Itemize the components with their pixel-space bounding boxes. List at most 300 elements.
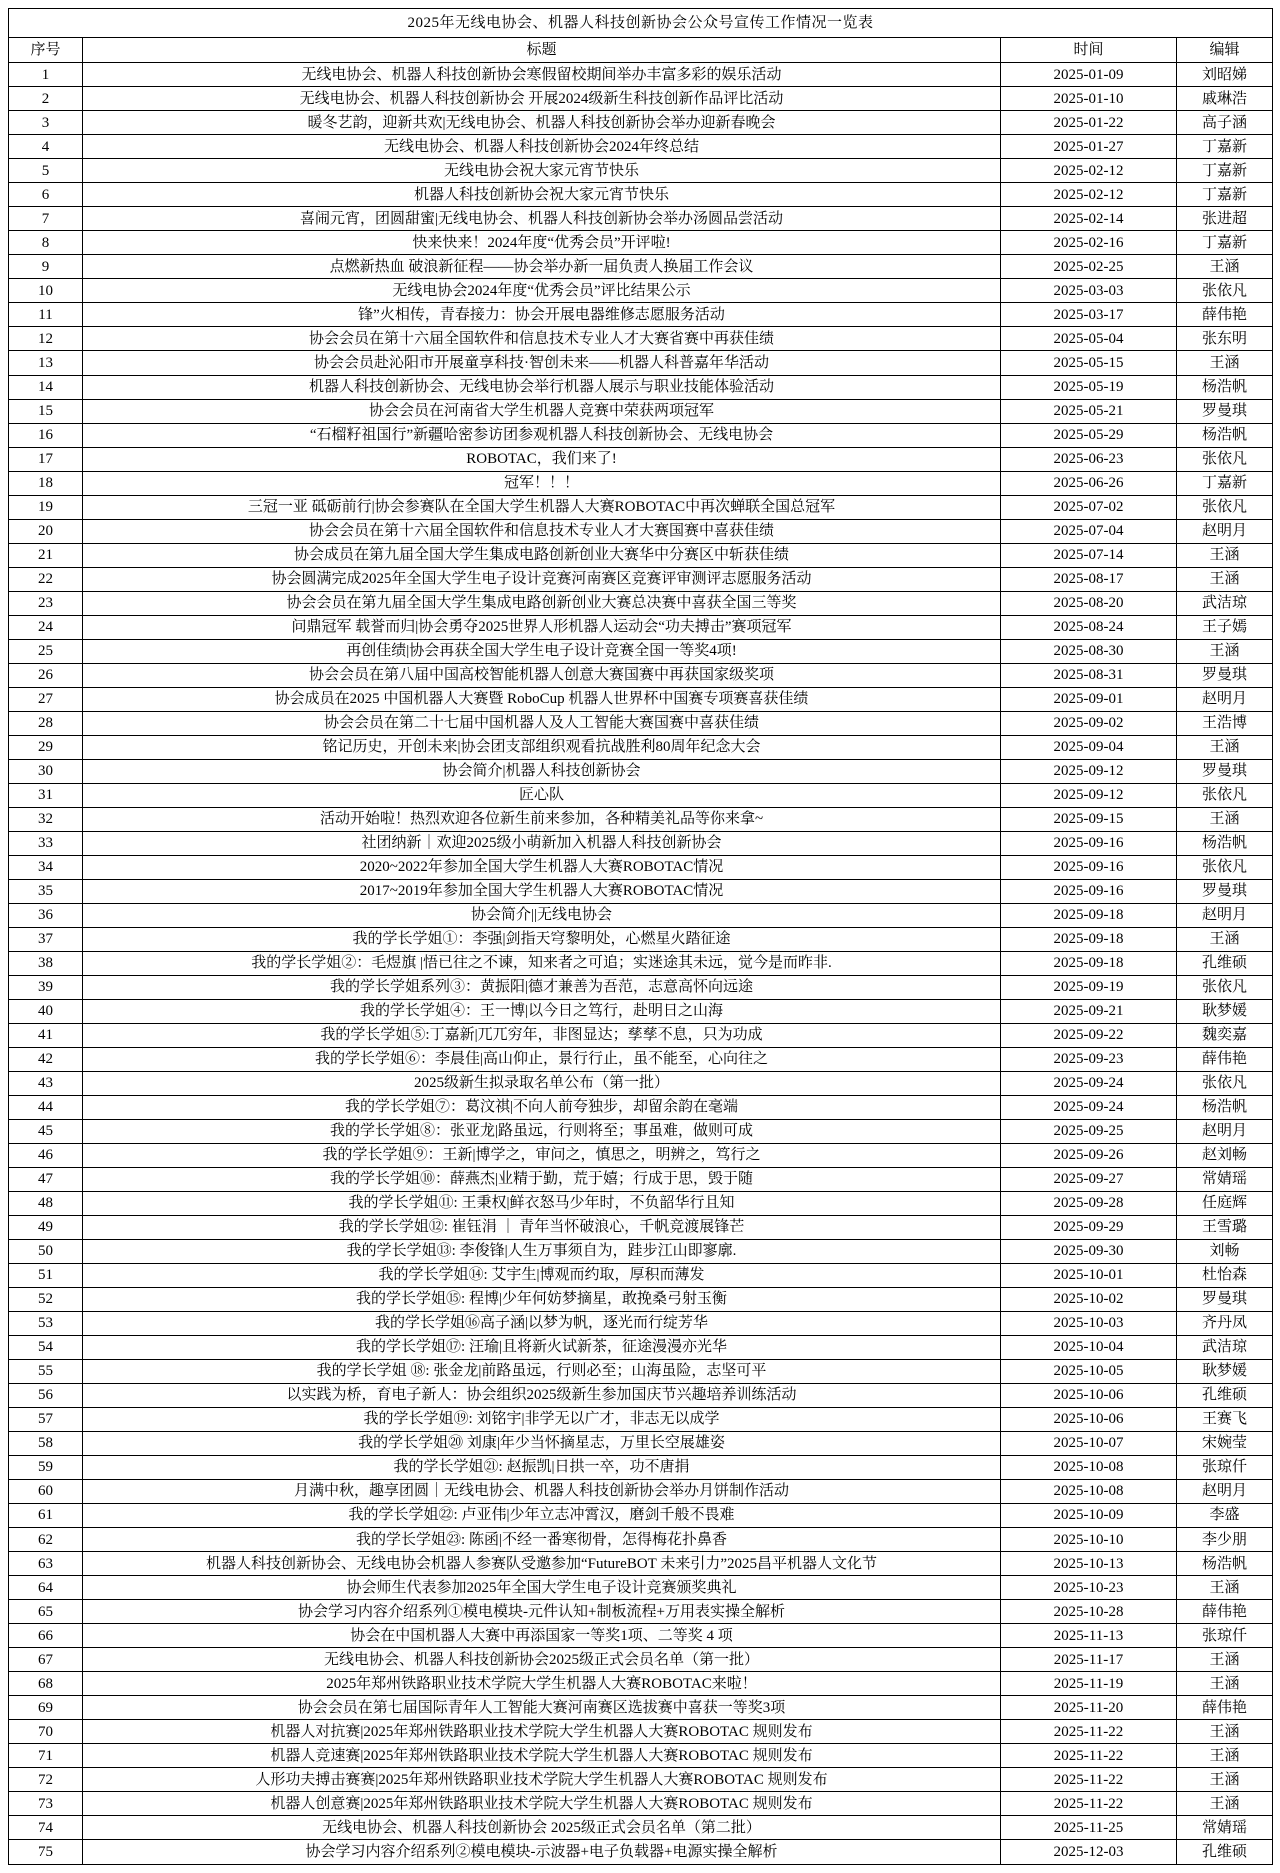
- table-row: [9, 87, 1273, 111]
- publish-date-cell: 2025-02-12: [1001, 183, 1177, 207]
- row-index-cell: 68: [9, 1672, 83, 1696]
- editor-cell: 杨浩帆: [1177, 1095, 1273, 1119]
- table-row: [9, 1624, 1273, 1648]
- row-index-cell: 7: [9, 207, 83, 231]
- row-index-cell: 54: [9, 1336, 83, 1360]
- table-row: [9, 399, 1273, 423]
- publish-date-cell: 2025-11-20: [1001, 1696, 1177, 1720]
- article-title-cell: 2017~2019年参加全国大学生机器人大赛ROBOTAC情况: [83, 879, 1001, 903]
- row-index-cell: 41: [9, 1023, 83, 1047]
- article-title-cell: 三冠一亚 砥砺前行|协会参赛队在全国大学生机器人大赛ROBOTAC中再次蝉联全国总冠军: [83, 495, 1001, 519]
- publish-date-cell: 2025-12-03: [1001, 1840, 1177, 1865]
- article-title-cell: 协会会员在第九届全国大学生集成电路创新创业大赛总决赛中喜获全国三等奖: [83, 591, 1001, 615]
- publish-date-cell: 2025-01-22: [1001, 111, 1177, 135]
- article-title-cell: 锋”火相传，青春接力：协会开展电器维修志愿服务活动: [83, 303, 1001, 327]
- table-row: [9, 591, 1273, 615]
- editor-cell: 张依凡: [1177, 855, 1273, 879]
- editor-cell: 杨浩帆: [1177, 1552, 1273, 1576]
- article-title-cell: 我的学长学姐 ⑱: 张金龙|前路虽远，行则必至；山海虽险，志坚可平: [83, 1360, 1001, 1384]
- table-row: [9, 927, 1273, 951]
- row-index-cell: 11: [9, 303, 83, 327]
- row-index-cell: 24: [9, 615, 83, 639]
- table-header-row: [9, 38, 1273, 63]
- article-title-cell: 无线电协会、机器人科技创新协会 开展2024级新生科技创新作品评比活动: [83, 87, 1001, 111]
- table-row: [9, 375, 1273, 399]
- publish-date-cell: 2025-10-06: [1001, 1408, 1177, 1432]
- table-row: [9, 231, 1273, 255]
- table-row: [9, 279, 1273, 303]
- table-row: [9, 663, 1273, 687]
- publish-date-cell: 2025-11-22: [1001, 1720, 1177, 1744]
- editor-cell: 罗曼琪: [1177, 1288, 1273, 1312]
- publish-date-cell: 2025-02-16: [1001, 231, 1177, 255]
- article-title-cell: 机器人创意赛|2025年郑州铁路职业技术学院大学生机器人大赛ROBOTAC 规则发布: [83, 1792, 1001, 1816]
- editor-cell: 耿梦媛: [1177, 1360, 1273, 1384]
- table-row: [9, 207, 1273, 231]
- table-row: [9, 783, 1273, 807]
- table-row: [9, 183, 1273, 207]
- publish-date-cell: 2025-10-13: [1001, 1552, 1177, 1576]
- publish-date-cell: 2025-08-20: [1001, 591, 1177, 615]
- editor-cell: 赵刘畅: [1177, 1144, 1273, 1168]
- publish-date-cell: 2025-06-23: [1001, 447, 1177, 471]
- table-row: [9, 615, 1273, 639]
- publish-date-cell: 2025-10-07: [1001, 1432, 1177, 1456]
- article-title-cell: 我的学长学姐⑭: 艾宇生|博观而约取，厚积而薄发: [83, 1264, 1001, 1288]
- table-row: [9, 327, 1273, 351]
- publish-date-cell: 2025-08-24: [1001, 615, 1177, 639]
- row-index-cell: 29: [9, 735, 83, 759]
- editor-cell: 薛伟艳: [1177, 1600, 1273, 1624]
- article-title-cell: ROBOTAC，我们来了!: [83, 447, 1001, 471]
- article-title-cell: 机器人科技创新协会、无线电协会举行机器人展示与职业技能体验活动: [83, 375, 1001, 399]
- row-index-cell: 28: [9, 711, 83, 735]
- editor-cell: 王涵: [1177, 1792, 1273, 1816]
- publish-date-cell: 2025-09-15: [1001, 807, 1177, 831]
- editor-cell: 罗曼琪: [1177, 663, 1273, 687]
- publish-date-cell: 2025-11-25: [1001, 1816, 1177, 1840]
- article-title-cell: “石榴籽祖国行”新疆哈密参访团参观机器人科技创新协会、无线电协会: [83, 423, 1001, 447]
- table-row: [9, 1384, 1273, 1408]
- article-title-cell: 我的学长学姐系列③：黄振阳|德才兼善为吾范，志意高怀向远途: [83, 975, 1001, 999]
- editor-cell: 王涵: [1177, 1744, 1273, 1768]
- row-index-cell: 42: [9, 1047, 83, 1071]
- row-index-cell: 19: [9, 495, 83, 519]
- publish-date-cell: 2025-10-23: [1001, 1576, 1177, 1600]
- row-index-cell: 46: [9, 1144, 83, 1168]
- row-index-cell: 9: [9, 255, 83, 279]
- publish-date-cell: 2025-01-10: [1001, 87, 1177, 111]
- publish-date-cell: 2025-11-22: [1001, 1744, 1177, 1768]
- editor-cell: 王赛飞: [1177, 1408, 1273, 1432]
- row-index-cell: 33: [9, 831, 83, 855]
- editor-cell: 张依凡: [1177, 1071, 1273, 1095]
- editor-cell: 丁嘉新: [1177, 183, 1273, 207]
- table-row: [9, 1288, 1273, 1312]
- row-index-cell: 50: [9, 1240, 83, 1264]
- publish-date-cell: 2025-09-12: [1001, 759, 1177, 783]
- editor-cell: 张依凡: [1177, 783, 1273, 807]
- editor-cell: 王涵: [1177, 543, 1273, 567]
- table-row: [9, 255, 1273, 279]
- editor-cell: 张依凡: [1177, 447, 1273, 471]
- table-row: [9, 1408, 1273, 1432]
- row-index-cell: 20: [9, 519, 83, 543]
- editor-cell: 赵明月: [1177, 903, 1273, 927]
- table-row: [9, 1840, 1273, 1865]
- row-index-cell: 12: [9, 327, 83, 351]
- table-title-row: [9, 9, 1273, 38]
- publish-date-cell: 2025-10-06: [1001, 1384, 1177, 1408]
- row-index-cell: 63: [9, 1552, 83, 1576]
- editor-cell: 王涵: [1177, 567, 1273, 591]
- row-index-cell: 53: [9, 1312, 83, 1336]
- publish-date-cell: 2025-10-10: [1001, 1528, 1177, 1552]
- table-row: [9, 735, 1273, 759]
- article-title-cell: 再创佳绩|协会再获全国大学生电子设计竞赛全国一等奖4项!: [83, 639, 1001, 663]
- table-row: [9, 1144, 1273, 1168]
- row-index-cell: 64: [9, 1576, 83, 1600]
- row-index-cell: 26: [9, 663, 83, 687]
- row-index-cell: 21: [9, 543, 83, 567]
- table-row: [9, 1480, 1273, 1504]
- editor-cell: 张依凡: [1177, 495, 1273, 519]
- row-index-cell: 75: [9, 1840, 83, 1865]
- row-index-cell: 39: [9, 975, 83, 999]
- row-index-cell: 32: [9, 807, 83, 831]
- table-row: [9, 1720, 1273, 1744]
- article-title-cell: 无线电协会、机器人科技创新协会寒假留校期间举办丰富多彩的娱乐活动: [83, 63, 1001, 87]
- article-title-cell: 无线电协会2024年度“优秀会员”评比结果公示: [83, 279, 1001, 303]
- row-index-cell: 18: [9, 471, 83, 495]
- table-row: [9, 1336, 1273, 1360]
- row-index-cell: 65: [9, 1600, 83, 1624]
- article-title-cell: 以实践为桥，育电子新人：协会组织2025级新生参加国庆节兴趣培养训练活动: [83, 1384, 1001, 1408]
- article-title-cell: 无线电协会祝大家元宵节快乐: [83, 159, 1001, 183]
- table-row: [9, 1360, 1273, 1384]
- article-title-cell: 协会会员在第十六届全国软件和信息技术专业人才大赛省赛中再获佳绩: [83, 327, 1001, 351]
- publish-date-cell: 2025-08-30: [1001, 639, 1177, 663]
- article-title-cell: 冠军！！！: [83, 471, 1001, 495]
- article-title-cell: 机器人科技创新协会、无线电协会机器人参赛队受邀参加“FutureBOT 未来引力”2025昌平机器人文化节: [83, 1552, 1001, 1576]
- article-title-cell: 2025级新生拟录取名单公布（第一批）: [83, 1071, 1001, 1095]
- row-index-cell: 35: [9, 879, 83, 903]
- publish-date-cell: 2025-10-03: [1001, 1312, 1177, 1336]
- row-index-cell: 43: [9, 1071, 83, 1095]
- table-row: [9, 471, 1273, 495]
- publish-date-cell: 2025-11-17: [1001, 1648, 1177, 1672]
- editor-cell: 王涵: [1177, 927, 1273, 951]
- publish-date-cell: 2025-10-04: [1001, 1336, 1177, 1360]
- editor-cell: 丁嘉新: [1177, 231, 1273, 255]
- publish-date-cell: 2025-09-28: [1001, 1192, 1177, 1216]
- row-index-cell: 73: [9, 1792, 83, 1816]
- editor-cell: 张依凡: [1177, 975, 1273, 999]
- table-row: [9, 759, 1273, 783]
- publish-date-cell: 2025-11-22: [1001, 1768, 1177, 1792]
- publish-date-cell: 2025-09-01: [1001, 687, 1177, 711]
- row-index-cell: 40: [9, 999, 83, 1023]
- publish-date-cell: 2025-05-04: [1001, 327, 1177, 351]
- article-title-cell: 我的学长学姐⑯高子涵|以梦为帆，逐光而行绽芳华: [83, 1312, 1001, 1336]
- editor-cell: 杜怡森: [1177, 1264, 1273, 1288]
- editor-cell: 常婧瑶: [1177, 1816, 1273, 1840]
- publish-date-cell: 2025-05-15: [1001, 351, 1177, 375]
- table-row: [9, 1792, 1273, 1816]
- table-row: [9, 1264, 1273, 1288]
- publish-date-cell: 2025-09-19: [1001, 975, 1177, 999]
- article-title-cell: 我的学长学姐㉒: 卢亚伟|少年立志冲霄汉，磨剑千般不畏难: [83, 1504, 1001, 1528]
- table-row: [9, 975, 1273, 999]
- column-header-editor: 编辑: [1177, 38, 1273, 63]
- table-row: [9, 543, 1273, 567]
- table-row: [9, 1047, 1273, 1071]
- publish-date-cell: 2025-09-30: [1001, 1240, 1177, 1264]
- row-index-cell: 16: [9, 423, 83, 447]
- article-title-cell: 我的学长学姐⑦：葛汶祺|不向人前夸独步，却留余韵在毫端: [83, 1095, 1001, 1119]
- table-row: [9, 1528, 1273, 1552]
- column-header-index: 序号: [9, 38, 83, 63]
- row-index-cell: 13: [9, 351, 83, 375]
- table-row: [9, 1192, 1273, 1216]
- editor-cell: 罗曼琪: [1177, 399, 1273, 423]
- table-row: [9, 1816, 1273, 1840]
- article-title-cell: 我的学长学姐⑤:丁嘉新|兀兀穷年，非图显达；孳孳不息，只为功成: [83, 1023, 1001, 1047]
- row-index-cell: 8: [9, 231, 83, 255]
- article-title-cell: 我的学长学姐⑪: 王秉权|鲜衣怒马少年时，不负韶华行且知: [83, 1192, 1001, 1216]
- editor-cell: 王涵: [1177, 1648, 1273, 1672]
- publish-date-cell: 2025-10-01: [1001, 1264, 1177, 1288]
- editor-cell: 罗曼琪: [1177, 759, 1273, 783]
- editor-cell: 王涵: [1177, 807, 1273, 831]
- article-title-cell: 暖冬艺韵，迎新共欢|无线电协会、机器人科技创新协会举办迎新春晚会: [83, 111, 1001, 135]
- publish-date-cell: 2025-09-16: [1001, 879, 1177, 903]
- publish-date-cell: 2025-09-26: [1001, 1144, 1177, 1168]
- article-title-cell: 我的学长学姐㉓: 陈函|不经一番寒彻骨，怎得梅花扑鼻香: [83, 1528, 1001, 1552]
- table-row: [9, 639, 1273, 663]
- editor-cell: 丁嘉新: [1177, 135, 1273, 159]
- article-title-cell: 机器人科技创新协会祝大家元宵节快乐: [83, 183, 1001, 207]
- article-title-cell: 匠心队: [83, 783, 1001, 807]
- editor-cell: 王子嫣: [1177, 615, 1273, 639]
- column-header-title: 标题: [83, 38, 1001, 63]
- publish-date-cell: 2025-09-24: [1001, 1095, 1177, 1119]
- row-index-cell: 17: [9, 447, 83, 471]
- article-title-cell: 我的学长学姐⑨：王新|博学之，审问之，慎思之，明辨之，笃行之: [83, 1144, 1001, 1168]
- editor-cell: 赵明月: [1177, 1480, 1273, 1504]
- row-index-cell: 49: [9, 1216, 83, 1240]
- article-title-cell: 我的学长学姐⑲: 刘铭宇|非学无以广才，非志无以成学: [83, 1408, 1001, 1432]
- table-row: [9, 999, 1273, 1023]
- table-row: [9, 1576, 1273, 1600]
- editor-cell: 张进超: [1177, 207, 1273, 231]
- row-index-cell: 51: [9, 1264, 83, 1288]
- table-row: [9, 1312, 1273, 1336]
- publish-date-cell: 2025-09-18: [1001, 927, 1177, 951]
- table-row: [9, 1071, 1273, 1095]
- article-title-cell: 我的学长学姐⑫: 崔钰涓 ｜ 青年当怀破浪心，千帆竞渡展锋芒: [83, 1216, 1001, 1240]
- article-title-cell: 协会会员在第十六届全国软件和信息技术专业人才大赛国赛中喜获佳绩: [83, 519, 1001, 543]
- table-title: 2025年无线电协会、机器人科技创新协会公众号宣传工作情况一览表: [9, 9, 1273, 38]
- editor-cell: 李少朋: [1177, 1528, 1273, 1552]
- editor-cell: 王涵: [1177, 1672, 1273, 1696]
- row-index-cell: 45: [9, 1119, 83, 1143]
- article-title-cell: 问鼎冠军 载誉而归|协会勇夺2025世界人形机器人运动会“功夫搏击”赛项冠军: [83, 615, 1001, 639]
- table-row: [9, 111, 1273, 135]
- editor-cell: 丁嘉新: [1177, 159, 1273, 183]
- row-index-cell: 70: [9, 1720, 83, 1744]
- article-title-cell: 机器人竞速赛|2025年郑州铁路职业技术学院大学生机器人大赛ROBOTAC 规则发布: [83, 1744, 1001, 1768]
- row-index-cell: 48: [9, 1192, 83, 1216]
- article-title-cell: 协会会员在第八届中国高校智能机器人创意大赛国赛中再获国家级奖项: [83, 663, 1001, 687]
- publish-date-cell: 2025-11-22: [1001, 1792, 1177, 1816]
- editor-cell: 孔维硕: [1177, 951, 1273, 975]
- editor-cell: 赵明月: [1177, 519, 1273, 543]
- article-title-cell: 我的学长学姐⑬: 李俊锋|人生万事须自为，跬步江山即寥廓.: [83, 1240, 1001, 1264]
- publish-date-cell: 2025-10-28: [1001, 1600, 1177, 1624]
- table-row: [9, 495, 1273, 519]
- publish-date-cell: 2025-01-27: [1001, 135, 1177, 159]
- table-row: [9, 63, 1273, 87]
- row-index-cell: 47: [9, 1168, 83, 1192]
- article-title-cell: 2020~2022年参加全国大学生机器人大赛ROBOTAC情况: [83, 855, 1001, 879]
- table-row: [9, 687, 1273, 711]
- article-title-cell: 协会会员在河南省大学生机器人竞赛中荣获两项冠军: [83, 399, 1001, 423]
- article-title-cell: 社团纳新｜欢迎2025级小萌新加入机器人科技创新协会: [83, 831, 1001, 855]
- article-title-cell: 协会学习内容介绍系列②模电模块-示波器+电子负载器+电源实操全解析: [83, 1840, 1001, 1865]
- row-index-cell: 23: [9, 591, 83, 615]
- publish-date-cell: 2025-10-02: [1001, 1288, 1177, 1312]
- article-title-cell: 协会会员在第七届国际青年人工智能大赛河南赛区选拔赛中喜获一等奖3项: [83, 1696, 1001, 1720]
- editor-cell: 杨浩帆: [1177, 831, 1273, 855]
- article-title-cell: 快来快来！2024年度“优秀会员”开评啦!: [83, 231, 1001, 255]
- table-row: [9, 1119, 1273, 1143]
- row-index-cell: 2: [9, 87, 83, 111]
- editor-cell: 任庭辉: [1177, 1192, 1273, 1216]
- row-index-cell: 61: [9, 1504, 83, 1528]
- editor-cell: 耿梦媛: [1177, 999, 1273, 1023]
- editor-cell: 张依凡: [1177, 279, 1273, 303]
- publish-date-cell: 2025-03-03: [1001, 279, 1177, 303]
- article-title-cell: 协会师生代表参加2025年全国大学生电子设计竞赛颁奖典礼: [83, 1576, 1001, 1600]
- row-index-cell: 25: [9, 639, 83, 663]
- publish-date-cell: 2025-09-27: [1001, 1168, 1177, 1192]
- editor-cell: 赵明月: [1177, 1119, 1273, 1143]
- row-index-cell: 59: [9, 1456, 83, 1480]
- editor-cell: 武洁琼: [1177, 1336, 1273, 1360]
- publish-date-cell: 2025-09-25: [1001, 1119, 1177, 1143]
- row-index-cell: 5: [9, 159, 83, 183]
- publish-date-cell: 2025-09-23: [1001, 1047, 1177, 1071]
- publish-date-cell: 2025-07-02: [1001, 495, 1177, 519]
- table-row: [9, 1696, 1273, 1720]
- article-title-cell: 我的学长学姐⑧：张亚龙|路虽远，行则将至；事虽难，做则可成: [83, 1119, 1001, 1143]
- row-index-cell: 44: [9, 1095, 83, 1119]
- editor-cell: 常婧瑶: [1177, 1168, 1273, 1192]
- publish-date-cell: 2025-10-09: [1001, 1504, 1177, 1528]
- publish-date-cell: 2025-10-08: [1001, 1456, 1177, 1480]
- editor-cell: 齐丹凤: [1177, 1312, 1273, 1336]
- table-row: [9, 711, 1273, 735]
- table-row: [9, 1744, 1273, 1768]
- row-index-cell: 71: [9, 1744, 83, 1768]
- article-title-cell: 协会学习内容介绍系列①模电模块-元件认知+制板流程+万用表实操全解析: [83, 1600, 1001, 1624]
- article-title-cell: 我的学长学姐⑥：李晨佳|高山仰止，景行行止，虽不能至，心向往之: [83, 1047, 1001, 1071]
- table-row: [9, 1456, 1273, 1480]
- row-index-cell: 67: [9, 1648, 83, 1672]
- table-row: [9, 1552, 1273, 1576]
- publish-date-cell: 2025-01-09: [1001, 63, 1177, 87]
- editor-cell: 张琼仟: [1177, 1624, 1273, 1648]
- editor-cell: 魏奕嘉: [1177, 1023, 1273, 1047]
- editor-cell: 薛伟艳: [1177, 1696, 1273, 1720]
- publish-date-cell: 2025-09-16: [1001, 831, 1177, 855]
- table-row: [9, 1672, 1273, 1696]
- row-index-cell: 38: [9, 951, 83, 975]
- editor-cell: 丁嘉新: [1177, 471, 1273, 495]
- article-title-cell: 我的学长学姐⑰: 汪瑜|且将新火试新茶，征途漫漫亦光华: [83, 1336, 1001, 1360]
- editor-cell: 张琼仟: [1177, 1456, 1273, 1480]
- editor-cell: 杨浩帆: [1177, 375, 1273, 399]
- table-row: [9, 1432, 1273, 1456]
- table-row: [9, 423, 1273, 447]
- row-index-cell: 66: [9, 1624, 83, 1648]
- article-title-cell: 人形功夫搏击赛赛|2025年郑州铁路职业技术学院大学生机器人大赛ROBOTAC 规则发布: [83, 1768, 1001, 1792]
- row-index-cell: 1: [9, 63, 83, 87]
- article-title-cell: 无线电协会、机器人科技创新协会2025级正式会员名单（第一批）: [83, 1648, 1001, 1672]
- editor-cell: 王涵: [1177, 1768, 1273, 1792]
- editor-cell: 王浩博: [1177, 711, 1273, 735]
- row-index-cell: 27: [9, 687, 83, 711]
- article-title-cell: 协会会员赴沁阳市开展童享科技·智创未来——机器人科普嘉年华活动: [83, 351, 1001, 375]
- table-row: [9, 1648, 1273, 1672]
- editor-cell: 罗曼琪: [1177, 879, 1273, 903]
- article-title-cell: 协会会员在第二十七届中国机器人及人工智能大赛国赛中喜获佳绩: [83, 711, 1001, 735]
- article-title-cell: 无线电协会、机器人科技创新协会2024年终总结: [83, 135, 1001, 159]
- article-title-cell: 我的学长学姐⑩：薛燕杰|业精于勤，荒于嬉；行成于思，毁于随: [83, 1168, 1001, 1192]
- row-index-cell: 31: [9, 783, 83, 807]
- editor-cell: 刘昭娣: [1177, 63, 1273, 87]
- article-title-cell: 协会简介|机器人科技创新协会: [83, 759, 1001, 783]
- table-row: [9, 159, 1273, 183]
- article-title-cell: 协会在中国机器人大赛中再添国家一等奖1项、二等奖 4 项: [83, 1624, 1001, 1648]
- publish-date-cell: 2025-02-12: [1001, 159, 1177, 183]
- publish-date-cell: 2025-08-17: [1001, 567, 1177, 591]
- editor-cell: 武洁琼: [1177, 591, 1273, 615]
- row-index-cell: 55: [9, 1360, 83, 1384]
- editor-cell: 孔维硕: [1177, 1384, 1273, 1408]
- row-index-cell: 52: [9, 1288, 83, 1312]
- editor-cell: 王涵: [1177, 255, 1273, 279]
- publish-date-cell: 2025-07-04: [1001, 519, 1177, 543]
- table-row: [9, 1600, 1273, 1624]
- publish-date-cell: 2025-09-16: [1001, 855, 1177, 879]
- table-row: [9, 447, 1273, 471]
- row-index-cell: 69: [9, 1696, 83, 1720]
- article-title-cell: 活动开始啦！热烈欢迎各位新生前来参加，各种精美礼品等你来拿~: [83, 807, 1001, 831]
- publish-date-cell: 2025-11-19: [1001, 1672, 1177, 1696]
- article-title-cell: 无线电协会、机器人科技创新协会 2025级正式会员名单（第二批）: [83, 1816, 1001, 1840]
- article-title-cell: 我的学长学姐⑮: 程博|少年何妨梦摘星，敢挽桑弓射玉衡: [83, 1288, 1001, 1312]
- article-title-cell: 协会成员在2025 中国机器人大赛暨 RoboCup 机器人世界杯中国赛专项赛喜获佳绩: [83, 687, 1001, 711]
- table-row: [9, 879, 1273, 903]
- table-row: [9, 519, 1273, 543]
- editor-cell: 薛伟艳: [1177, 303, 1273, 327]
- publish-date-cell: 2025-09-22: [1001, 1023, 1177, 1047]
- row-index-cell: 14: [9, 375, 83, 399]
- article-title-cell: 2025年郑州铁路职业技术学院大学生机器人大赛ROBOTAC来啦！: [83, 1672, 1001, 1696]
- article-title-cell: 我的学长学姐⑳ 刘康|年少当怀摘星志，万里长空展雄姿: [83, 1432, 1001, 1456]
